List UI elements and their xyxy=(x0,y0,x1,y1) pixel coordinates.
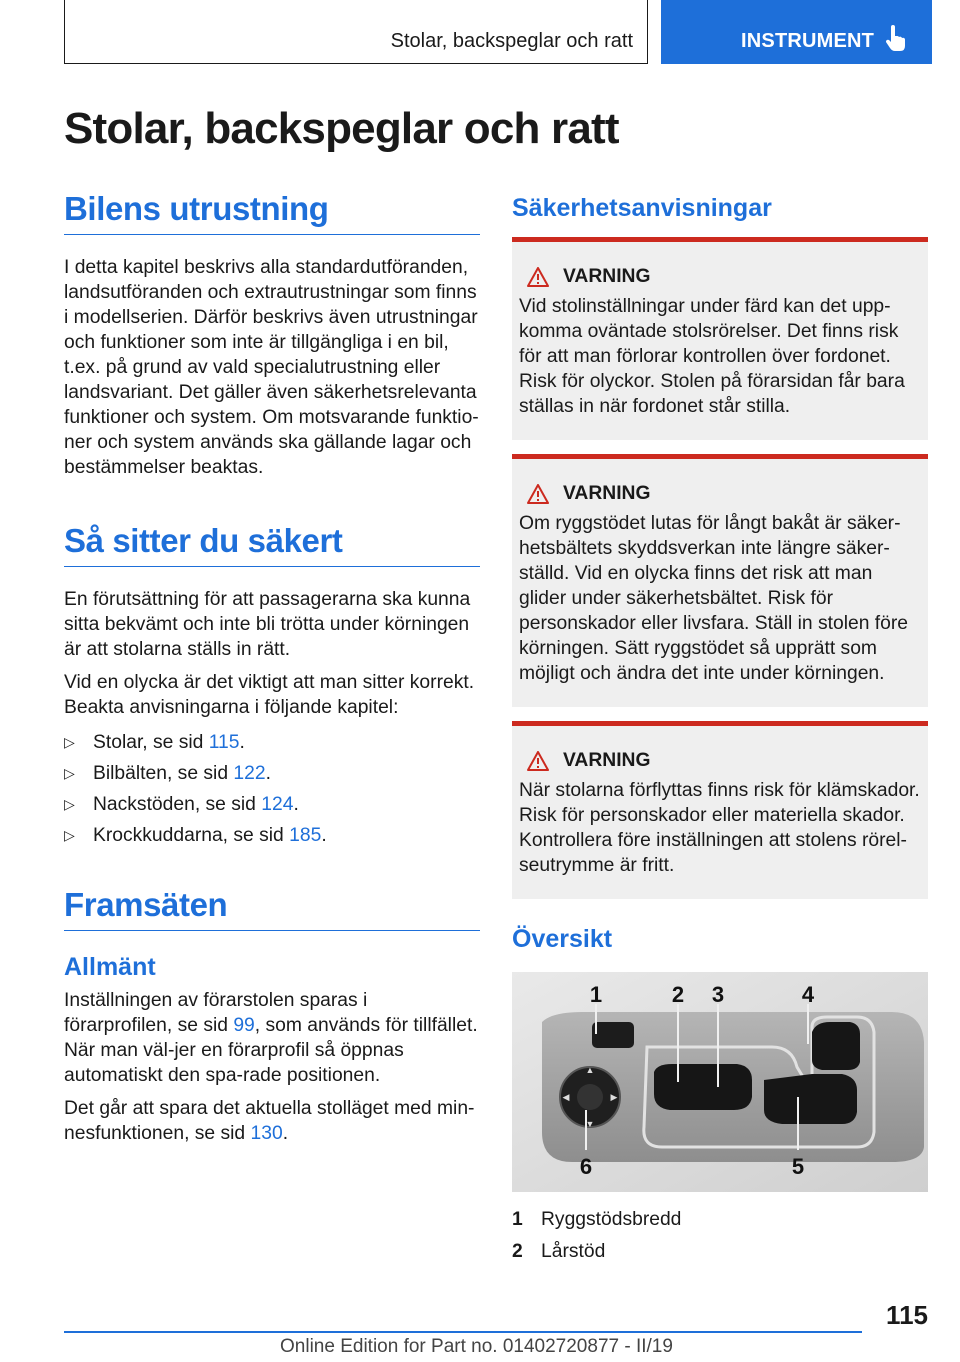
page-link[interactable]: 124 xyxy=(261,794,294,815)
list-item xyxy=(64,823,480,848)
header-section-label: INSTRUMENT xyxy=(741,30,875,52)
safe-seating-paragraph-1: En förutsättning för att passagerarna ska kunna sitta bekvämt och inte bli trötta under körningen är att stolarna ställs in rätt. xyxy=(64,589,471,660)
figure-callout: 2 xyxy=(671,982,685,1007)
warning-triangle-icon xyxy=(527,751,549,771)
page-link[interactable]: 99 xyxy=(233,1015,255,1036)
figure-callout: 3 xyxy=(711,982,725,1007)
list-item xyxy=(64,761,480,786)
list-item-end: . xyxy=(265,763,271,784)
legend-item xyxy=(512,1204,928,1236)
equipment-body: I detta kapitel beskrivs alla standardutföranden, landsutföranden och extrautrustningar som finns i modellserien. Därför beskrivs även utrustningar och funktioner som inte är tillgängliga i en bil, t.ex. på grund av vald specialutrustning eller landsvariant. Det gäller även säkerhetsrelevanta funktioner och system. Om motsvarande funktio‐ner och system används ska gällande lagar och bestämmelser beaktas. xyxy=(64,257,479,478)
warning-title xyxy=(527,266,922,288)
warning-triangle-icon xyxy=(527,484,549,504)
warning-triangle-icon xyxy=(527,267,549,287)
warning-title xyxy=(527,483,922,505)
list-item-end: . xyxy=(321,825,327,846)
bullet-marker: ▷ xyxy=(64,734,75,750)
bullet-marker: ▷ xyxy=(64,765,75,781)
footer-edition: Online Edition for Part no. 01402720877 - II/19 xyxy=(280,1336,673,1357)
page-link[interactable]: 122 xyxy=(233,763,266,784)
bullet-marker: ▷ xyxy=(64,796,75,812)
legend-item xyxy=(512,1236,928,1268)
legend-number: 2 xyxy=(512,1241,523,1262)
figure-callout: 4 xyxy=(801,982,815,1007)
header-section-tab[interactable] xyxy=(661,0,932,64)
page-number: 115 xyxy=(886,1300,928,1330)
page-link[interactable]: 115 xyxy=(208,732,240,753)
list-item xyxy=(64,730,480,755)
general-paragraph-1 xyxy=(64,988,480,1088)
safe-seating-paragraph-2: Vid en olycka är det viktigt att man sitter korrekt. Beakta anvisningarna i följande kapitel: xyxy=(64,672,475,718)
general-paragraph-2 xyxy=(64,1096,480,1146)
list-item xyxy=(64,792,480,817)
warning-label: VARNING xyxy=(563,483,651,504)
text-segment: Inställningen av förarstolen sparas i förarprofilen, se sid xyxy=(64,990,368,1036)
warning-label: VARNING xyxy=(563,750,651,771)
list-item-text: Krockkuddarna, se sid xyxy=(93,825,290,846)
text-segment: Det går att spara det aktuella stolläget med min‐nesfunktionen, se sid xyxy=(64,1098,475,1144)
seat-controls-illustration xyxy=(512,972,928,1192)
legend-label: Lårstöd xyxy=(541,1241,606,1262)
text-segment: , som används för tillfället. När man väl‐jer en förarprofil så öppnas automatiskt den spa‐rade positionen. xyxy=(64,1015,478,1086)
list-item-text: Stolar, se sid xyxy=(93,732,209,753)
footer-divider xyxy=(64,1331,862,1333)
page-link[interactable]: 130 xyxy=(250,1123,283,1144)
figure-callout: 5 xyxy=(791,1154,805,1179)
section-heading-equipment: Bilens utrustning xyxy=(64,190,480,235)
page-link[interactable]: 185 xyxy=(289,825,322,846)
subheading-general: Allmänt xyxy=(64,953,156,981)
list-item-end: . xyxy=(239,732,245,753)
warning-box xyxy=(512,721,928,899)
svg-text:▶: ▶ xyxy=(610,1092,618,1102)
list-item-end: . xyxy=(293,794,299,815)
svg-text:▼: ▼ xyxy=(585,1119,595,1129)
warning-text: När stolarna förflyttas finns risk för klämskador. Risk för personskador eller materiella skador. Kontrollera före inställningen att stolens rörel‐seutrymme är fritt. xyxy=(519,780,920,876)
hand-pointer-icon xyxy=(885,25,907,53)
svg-text:◀: ◀ xyxy=(562,1092,570,1102)
list-item-text: Nackstöden, se sid xyxy=(93,794,262,815)
svg-text:▲: ▲ xyxy=(585,1065,595,1075)
legend-label: Ryggstödsbredd xyxy=(541,1209,682,1230)
bullet-marker: ▷ xyxy=(64,827,75,843)
warning-box xyxy=(512,454,928,707)
section-heading-safe-seating: Så sitter du säkert xyxy=(64,522,480,567)
warning-text: Om ryggstödet lutas för långt bakåt är säker‐hetsbältets skyddsverkan inte längre säker‐ställd. Vid en olycka finns det risk att man glider under säkerhetsbältet. Risk för personskador eller livsfara. Ställ in stolen före körningen. Sätt ryggstödet så upprätt som möjligt och ändra det inte under körningen. xyxy=(519,513,909,684)
page-title: Stolar, backspeglar och ratt xyxy=(64,104,619,153)
warning-title xyxy=(527,750,922,772)
figure-legend xyxy=(512,1204,928,1268)
header-chapter-tab xyxy=(64,0,648,64)
section-heading-safety: Säkerhetsanvisningar xyxy=(512,194,772,222)
chapter-reference-list xyxy=(64,730,480,848)
section-heading-overview: Översikt xyxy=(512,925,613,953)
figure-callout: 1 xyxy=(589,982,603,1007)
left-column xyxy=(64,190,480,1146)
right-column xyxy=(512,190,928,1268)
header-chapter-title: Stolar, backspeglar och ratt xyxy=(390,30,633,52)
section-heading-front-seats: Framsäten xyxy=(64,886,480,931)
list-item-text: Bilbälten, se sid xyxy=(93,763,234,784)
text-segment: . xyxy=(282,1123,289,1144)
legend-number: 1 xyxy=(512,1209,523,1230)
warning-label: VARNING xyxy=(563,266,651,287)
figure-callout: 6 xyxy=(579,1154,593,1179)
warning-text: Vid stolinställningar under färd kan det upp‐komma oväntade stolsrörelser. Det finns risk för att man förlorar kontrollen över fordonet. Risk för olyckor. Stolen på förarsidan får bara ställas in när fordonet står stilla. xyxy=(519,296,905,417)
warning-box xyxy=(512,237,928,440)
